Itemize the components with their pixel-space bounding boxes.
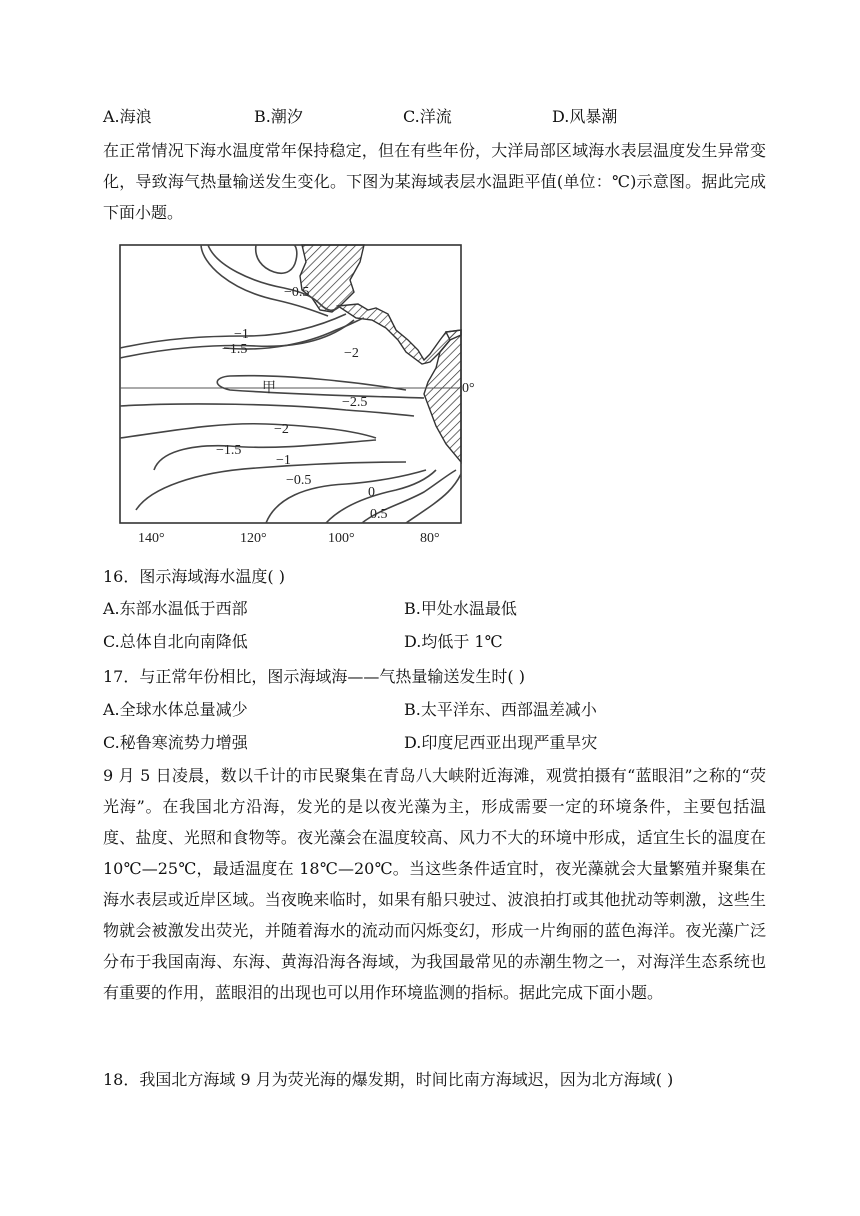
contour-label: −2: [274, 422, 289, 437]
q16-option-a[interactable]: A.东部水温低于西部: [103, 599, 248, 618]
contour-label: −1: [234, 327, 249, 342]
question-17-stem: 17．与正常年份相比，图示海域海——气热量输送发生时( ): [103, 667, 525, 686]
option-c[interactable]: C.洋流: [403, 107, 452, 126]
contour-label: 0: [368, 485, 375, 500]
option-d[interactable]: D.风暴潮: [552, 107, 618, 126]
passage-fluorescent-sea: 9 月 5 日凌晨，数以千计的市民聚集在青岛八大峡附近海滩，观赏拍摄有“蓝眼泪”之称的“荧光海”。在我国北方沿海，发光的是以夜光藻为主，形成需要一定的环境条件，主要包括温度、盐度、光照和食物等。夜光藻会在温度较高、风力不大的环境中形成，适宜生长的温度在 10℃—25℃，最适温度在 18℃—20℃。当这些条件适宜时，夜光藻就会大量繁殖并聚集在海水表层或近岸区域。当夜晚来临时，如果有船只驶过、波浪拍打或其他扰动等刺激，这些生物就会被激发出荧光，并随着海水的流动而闪烁变幻，形成一片绚丽的蓝色海洋。夜光藻广泛分布于我国南海、东海、黄海沿海各海域，为我国最常见的赤潮生物之一，对海洋生态系统也有重要的作用，蓝眼泪的出现也可以用作环境监测的指标。据此完成下面小题。: [103, 766, 766, 1002]
equator-label: 0°: [462, 381, 475, 396]
contour-label: −1.5: [216, 443, 242, 458]
q17-option-d[interactable]: D.印度尼西亚出现严重旱灾: [404, 733, 598, 752]
contour-label: −0.5: [286, 473, 312, 488]
contour-label: −0.5: [284, 285, 310, 300]
option-a[interactable]: A.海浪: [103, 107, 152, 126]
intro-paragraph: 在正常情况下海水温度常年保持稳定，但在有些年份，大洋局部区域海水表层温度发生异常变化，导致海气热量输送发生变化。下图为某海域表层水温距平值(单位：℃)示意图。据此完成下面小题。: [103, 141, 766, 222]
longitude-label: 140°: [138, 531, 165, 546]
contour-label: −2.5: [342, 395, 368, 410]
option-b[interactable]: B.潮汐: [254, 107, 303, 126]
contour-label: −2: [344, 346, 359, 361]
longitude-label: 80°: [420, 531, 440, 546]
q17-option-a[interactable]: A.全球水体总量减少: [103, 700, 248, 719]
q16-option-c[interactable]: C.总体自北向南降低: [103, 632, 248, 651]
jia-label: 甲: [262, 381, 276, 396]
land-south-america: [424, 330, 461, 462]
q17-option-b[interactable]: B.太平洋东、西部温差减小: [404, 700, 597, 719]
land-north: [300, 245, 364, 312]
contour-label: 0.5: [370, 507, 388, 522]
q17-option-c[interactable]: C.秘鲁寒流势力增强: [103, 733, 248, 752]
contour-label: −1: [276, 453, 291, 468]
longitude-label: 100°: [328, 531, 355, 546]
contour-label: −1.5: [222, 342, 248, 357]
question-18-stem: 18．我国北方海域 9 月为荧光海的爆发期，时间比南方海域迟，因为北方海域( ): [103, 1070, 674, 1089]
longitude-label: 120°: [240, 531, 267, 546]
question-16-stem: 16．图示海域海水温度( ): [103, 567, 285, 586]
q16-option-b[interactable]: B.甲处水温最低: [404, 599, 517, 618]
q16-option-d[interactable]: D.均低于 1℃: [404, 632, 503, 651]
previous-question-options: [103, 104, 763, 130]
sea-temperature-anomaly-map: [106, 240, 478, 552]
